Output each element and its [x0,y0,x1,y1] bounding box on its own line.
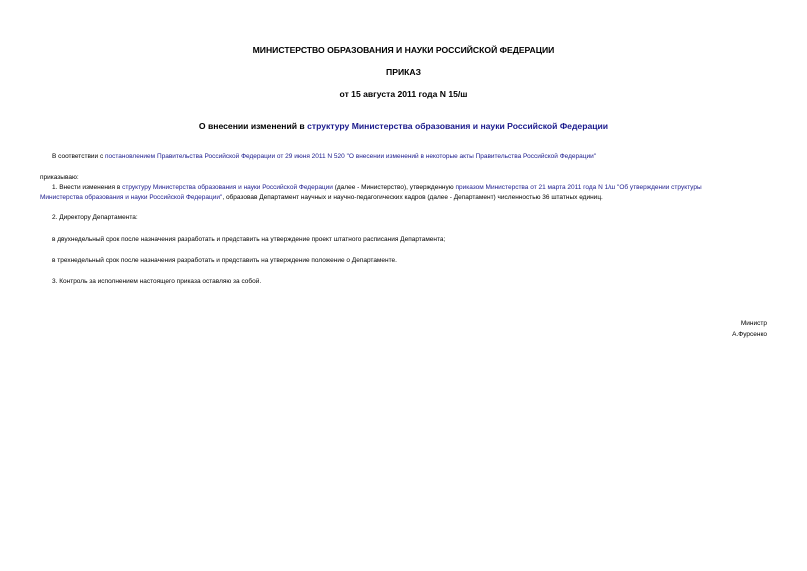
order-word: приказываю: [40,174,79,181]
ministry-heading: МИНИСТЕРСТВО ОБРАЗОВАНИЯ И НАУКИ РОССИЙСКОЙ ФЕДЕРАЦИИ [252,45,555,55]
title-prefix: О внесении изменений в [198,121,308,131]
preamble-prefix: В соответствии с [52,153,106,160]
signature-position: Министр [740,320,767,327]
signature [732,318,767,340]
item1-text-3: , образовав Департамент научных и научно-педагогических кадров (далее - Департамент) численностью 36 штатных единиц. [222,194,603,201]
item3: 3. Контроль за исполнением настоящего приказа оставляю за собой. [52,278,262,285]
preamble-resolution-link[interactable]: постановлением Правительства Российской Федерации от 29 июня 2011 N 520 "О внесении изменений в некоторые акты Правительства Российской Федерации" [105,153,597,160]
item2: 2. Директору Департамента: [52,214,138,221]
signature-name: А.Фурсенко [732,331,767,338]
document-title [0,121,807,131]
item1-order-link-part1[interactable]: приказом Министерства от 21 марта 2011 года N 1/ш "Об утверждении структуры [455,184,702,191]
item1-line1 [52,183,702,193]
item1-line2 [40,193,603,203]
preamble [52,152,596,162]
item1-structure-link[interactable]: структуру Министерства образования и науки Российской Федерации [122,184,333,191]
item2b: в трехнедельный срок после назначения разработать и представить на утверждение положение о Департаменте. [52,257,397,264]
item2a: в двухнедельный срок после назначения разработать и представить на утверждение проект штатного расписания Департамента; [52,236,446,243]
item1-text-1: 1. Внести изменения в [52,184,123,191]
item1-order-link-part2[interactable]: Министерства образования и науки Российской Федерации" [40,194,223,201]
document-type: ПРИКАЗ [386,67,421,77]
title-structure-link[interactable]: структуру Министерства образования и науки Российской Федерации [307,121,609,131]
document-date-number: от 15 августа 2011 года N 15/ш [339,89,468,99]
item1-text-2: (далее - Министерство), утвержденную [332,184,456,191]
